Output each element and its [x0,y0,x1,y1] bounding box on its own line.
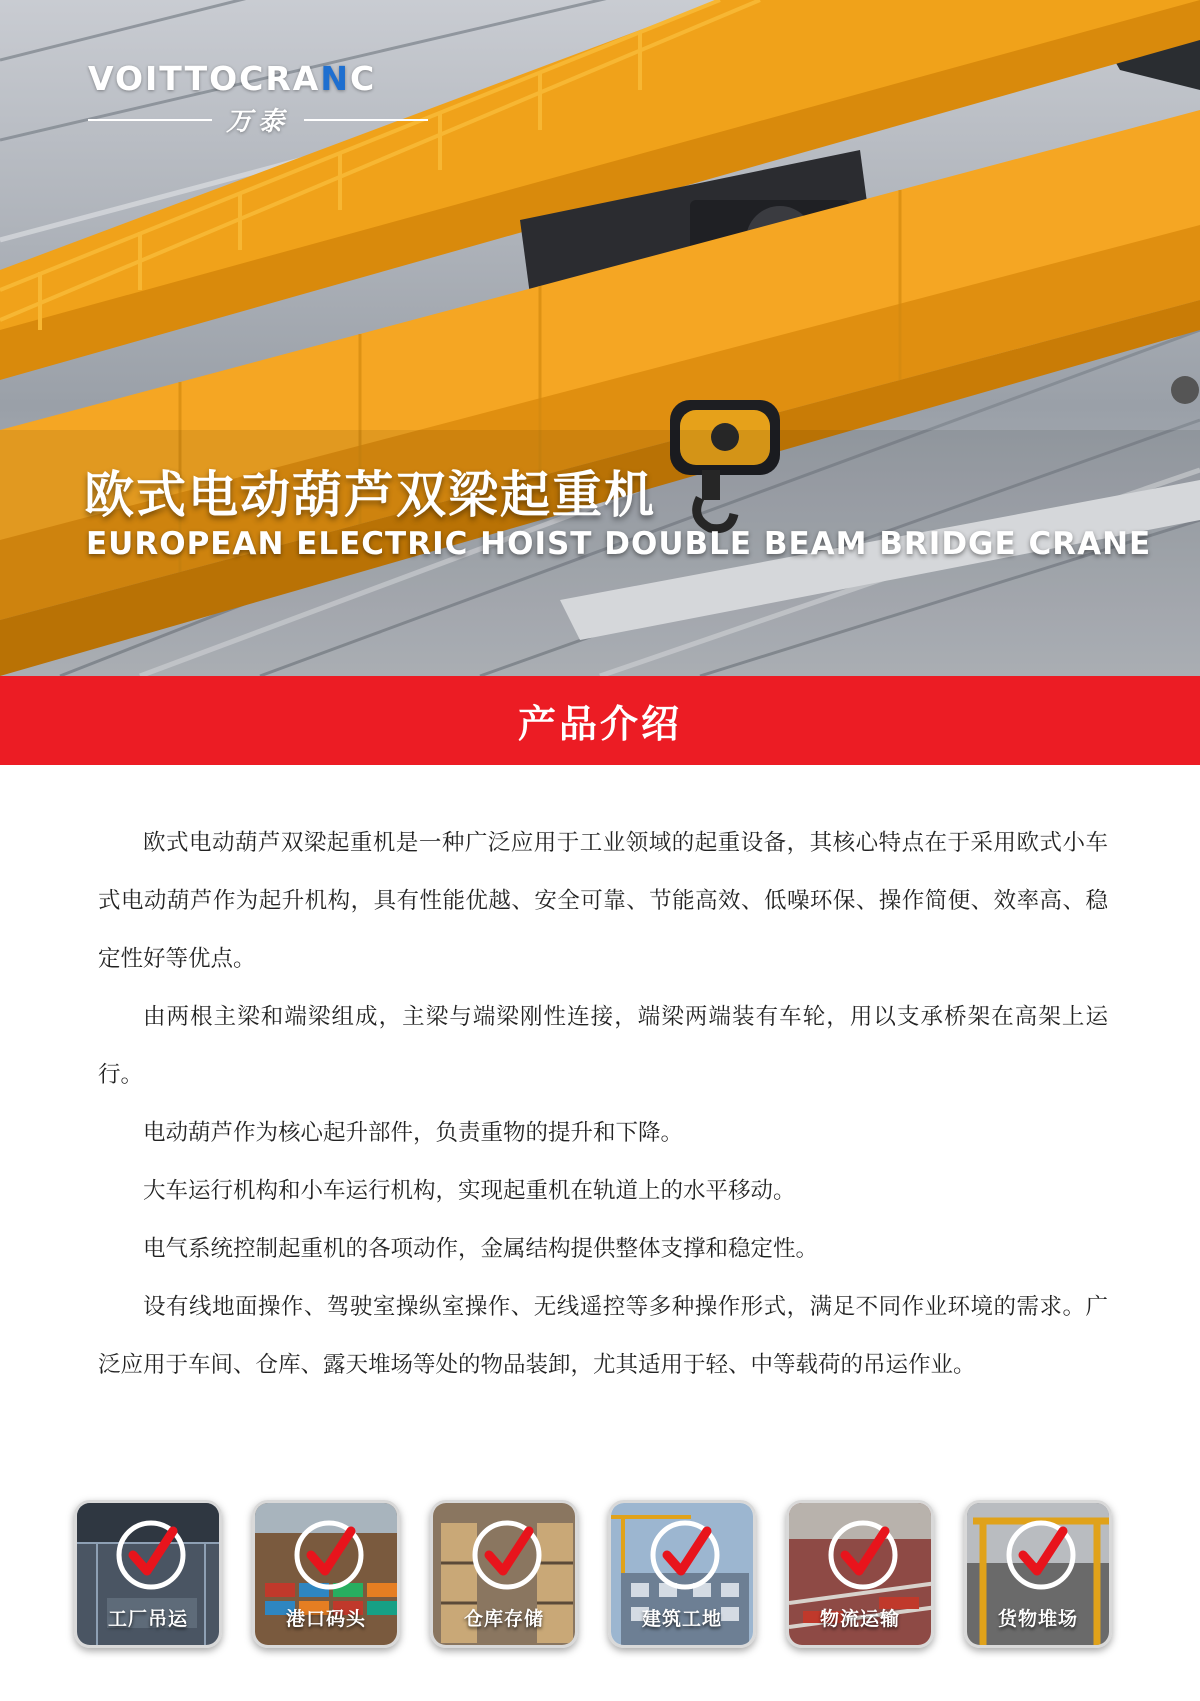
app-label: 货物堆场 [997,1608,1078,1630]
product-description [98,814,1108,1394]
app-label: 工厂吊运 [107,1608,188,1630]
logo-letter-v: V [88,59,115,98]
application-icons [74,1500,1114,1660]
app-tile-warehouse [430,1500,578,1648]
logo-letters-mid: OITTOCRA [114,59,321,98]
hero-banner [0,0,1200,676]
logo-divider-right [304,119,428,121]
logo-letter-c: C [349,59,377,98]
logo-cn-row [88,101,428,138]
app-label: 港口码头 [285,1608,366,1630]
logo-divider-left [88,119,212,121]
logo-wordmark [88,59,428,98]
app-label: 仓库存储 [463,1608,544,1630]
app-label: 物流运输 [819,1608,900,1630]
description-paragraph: 大车运行机构和小车运行机构，实现起重机在轨道上的水平移动。 [143,1178,796,1204]
description-paragraph: 由两根主梁和端梁组成，主梁与端梁刚性连接，端梁两端装有车轮，用以支承桥架在高架上运行。 [98,1004,1108,1088]
app-label: 建筑工地 [641,1608,722,1630]
description-paragraph: 电动葫芦作为核心起升部件，负责重物的提升和下降。 [143,1120,684,1146]
app-tile-port [252,1500,400,1648]
app-tile-factory [74,1500,222,1648]
app-tile-yard [964,1500,1112,1648]
hero-title: 欧式电动葫芦双梁起重机 [84,466,656,524]
logo-cn-text: 万泰 [226,107,291,137]
app-tile-construction [608,1500,756,1648]
description-paragraph: 电气系统控制起重机的各项动作，金属结构提供整体支撑和稳定性。 [143,1236,819,1262]
brand-logo [88,59,428,138]
description-paragraph: 欧式电动葫芦双梁起重机是一种广泛应用于工业领域的起重设备，其核心特点在于采用欧式小车式电动葫芦作为起升机构，具有性能优越、安全可靠、节能高效、低噪环保、操作简便、效率高、稳定性好等优点。 [98,830,1108,972]
app-tile-logistics [786,1500,934,1648]
logo-letter-n: N [320,59,350,98]
description-paragraph: 设有线地面操作、驾驶室操纵室操作、无线遥控等多种操作形式，满足不同作业环境的需求。广泛应用于车间、仓库、露天堆场等处的物品装卸，尤其适用于轻、中等载荷的吊运作业。 [98,1294,1108,1378]
section-banner [0,676,1200,765]
hero-subtitle: EUROPEAN ELECTRIC HOIST DOUBLE BEAM BRIDGE CRANE [86,526,1152,562]
section-title: 产品介绍 [517,702,682,746]
